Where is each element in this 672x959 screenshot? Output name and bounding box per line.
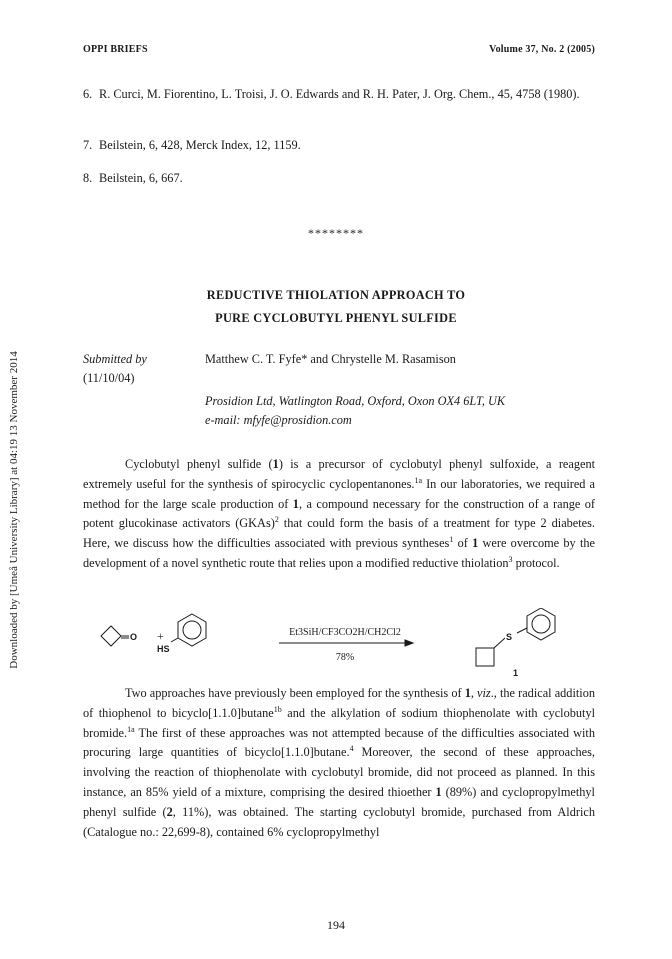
reaction-yield: 78%: [335, 652, 355, 663]
email: e-mail: mfyfe@prosidion.com: [205, 413, 352, 427]
submitted-date: (11/10/04): [83, 371, 135, 385]
authors: Matthew C. T. Fyfe* and Chrystelle M. Rasamison: [205, 352, 456, 366]
article-title-line-2: PURE CYCLOBUTYL PHENYL SULFIDE: [215, 311, 457, 325]
sulfur-atom-label: S: [506, 632, 513, 642]
article-title-line-1: REDUCTIVE THIOLATION APPROACH TO: [206, 288, 466, 302]
plus-sign: +: [157, 629, 164, 643]
reference-text: Beilstein, 6, 428, Merck Index, 12, 1159.: [99, 138, 301, 152]
download-watermark-text: Downloaded by [Umeå University Library] at 04:19 13 November 2014: [8, 351, 20, 669]
running-header-volume: Volume 37, No. 2 (2005): [489, 44, 595, 55]
reference-number: 6.: [83, 87, 93, 101]
cyclobutyl-ring-icon: [476, 648, 494, 666]
download-watermark: [6, 320, 24, 700]
reference-number: 8.: [83, 171, 93, 185]
product-compound-number: 1: [513, 668, 519, 678]
reaction-conditions: Et3SiH/CF3CO2H/CH2Cl2: [289, 627, 401, 638]
running-header-journal: OPPI BRIEFS: [83, 44, 148, 55]
reaction-scheme: [83, 608, 595, 680]
section-separator: ********: [308, 226, 364, 240]
thiol-group-label: HS: [157, 644, 170, 654]
reference-text: R. Curci, M. Fiorentino, L. Troisi, J. O. Edwards and R. H. Pater, J. Org. Chem., 45, 4758 (1980).: [99, 87, 580, 101]
reference-7: [83, 136, 593, 154]
page-number: 194: [327, 918, 345, 932]
benzene-ring-icon: [178, 614, 206, 646]
product-benzene-ring-icon: [527, 608, 555, 640]
cyclobutanone-ring-icon: [101, 626, 121, 646]
reference-6: [83, 85, 593, 103]
reference-text: Beilstein, 6, 667.: [99, 171, 183, 185]
affiliation: Prosidion Ltd, Watlington Road, Oxford, Oxon OX4 6LT, UK: [205, 394, 506, 408]
intro-paragraph: Cyclobutyl phenyl sulfide (1) is a precursor of cyclobutyl phenyl sulfoxide, a reagent extremely useful for the synthesis of spirocyclic cyclopentanones.$^{1a}$ In our laboratories, we required a method for the large scale production of 1, a compound necessary for the construction of a range of potent glucokinase activators (GKAs)$^2$ that could form the basis of a treatment for type 2 diabetes. Here, we discuss how the difficulties associated with previous syntheses$^1$ of 1 were overcome by the development of a novel synthetic route that relies upon a modified reductive thiolation$^3$ protocol.: [83, 457, 596, 570]
submitted-by-label: Submitted by: [83, 352, 147, 366]
approaches-paragraph: Two approaches have previously been employed for the synthesis of 1, viz., the radical addition of thiophenol to bicyclo[1.1.0]butane$^{1b}$ and the alkylation of sodium thiophenolate with cyclobutyl bromide.$^{1a}$ The first of these approaches was not attempted because of the difficulties associated with procuring large quantities of bicyclo[1.1.0]butane.$^4$ Moreover, the second of these approaches, involving the reaction of thiophenolate with cyclobutyl bromide, did not proceed as planned. In this instance, an 85% yield of a mixture, comprising the desired thioether 1 (89%) and cyclopropylmethyl phenyl sulfide (2, 11%), was obtained. The starting cyclobutyl bromide, purchased from Aldrich (Catalogue no.: 22,699-8), contained 6% cyclopropylmethyl: [83, 686, 596, 839]
reference-number: 7.: [83, 138, 93, 152]
oxygen-atom-label: O: [130, 632, 138, 642]
reference-8: [83, 169, 593, 187]
